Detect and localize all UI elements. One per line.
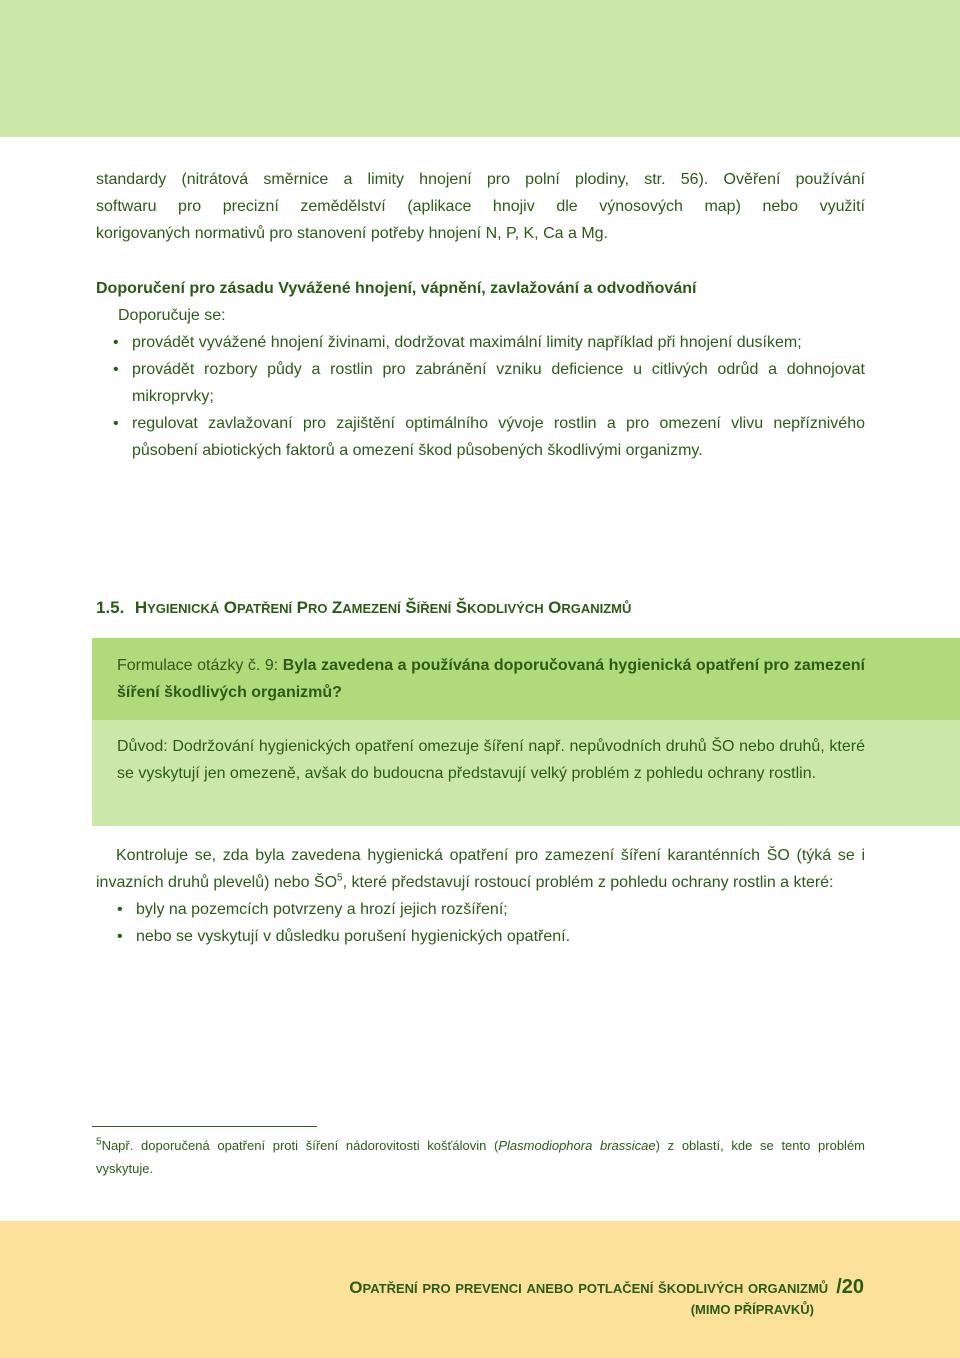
top-decorative-band [0, 0, 960, 137]
footnote-italic: Plasmodiophora brassicae [498, 1138, 656, 1153]
footer-subtitle-text: MIMO PŘÍPRAVKŮ [695, 1302, 810, 1317]
recommendation-block [96, 275, 865, 464]
footnote-mark: 5 [96, 1136, 102, 1148]
question-box [92, 638, 960, 720]
title-word: ORGANIZMŮ [548, 598, 632, 617]
recommendation-heading: Doporučení pro zásadu Vyvážené hnojení, vápnění, zavlažování a odvodňování [96, 280, 697, 297]
title-word: HYGIENICKÁ [134, 598, 220, 617]
section-number: 1.5. [96, 598, 125, 617]
title-word: PREVENCI [455, 1281, 522, 1296]
section-title-text [135, 600, 632, 617]
title-word: ANEBO [526, 1281, 574, 1296]
title-word: POTLAČENÍ [578, 1281, 654, 1296]
question-prefix: Formulace otázky č. 9: [117, 657, 283, 674]
intro-line-1: standardy (nitrátová směrnice a limity hnojení pro polní plodiny, str. 56). Ověření používání [96, 171, 865, 188]
title-word: ŠKODLIVÝCH [658, 1281, 744, 1296]
bullet-icon: • [113, 334, 119, 351]
footnote-ref: 5 [337, 872, 343, 884]
page-number: /20 [836, 1276, 864, 1298]
recommendation-list [96, 329, 865, 464]
title-word: PRO [296, 598, 328, 617]
footnote-divider [92, 1126, 317, 1127]
footer-title-text [349, 1278, 828, 1297]
title-word: ŠKODLIVÝCH [455, 598, 544, 617]
list-item: • provádět rozbory půdy a rostlin pro zabránění vzniku deficience u citlivých odrůd a dohnojovat mikroprvky; [96, 356, 865, 410]
recommendation-lead: Doporučuje se: [118, 307, 226, 324]
bullet-icon: • [113, 415, 119, 432]
intro-line-2: softwaru pro precizní zemědělství (aplikace hnojiv dle výnosových map) nebo využití [96, 198, 865, 215]
title-word: OPATŘENÍ [349, 1278, 418, 1297]
reason-text: Důvod: Dodržování hygienických opatření omezuje šíření např. nepůvodních druhů ŠO nebo druhů, které se vyskytují jen omezeně, avšak do budoucna představují velký problém z pohledu ochrany rostlin. [117, 738, 865, 782]
title-word: ZAMEZENÍ [331, 598, 401, 617]
intro-line-3: korigovaných normativů pro stanovení potřeby hnojení N, P, K, Ca a Mg. [96, 225, 608, 242]
section-title [96, 598, 865, 618]
control-list [100, 896, 865, 950]
question-text [117, 652, 865, 706]
title-word: PRO [422, 1281, 451, 1296]
title-word: OPATŘENÍ [223, 598, 293, 617]
list-item: • nebo se vyskytují v důsledku porušení hygienických opatření. [100, 923, 865, 950]
footnote: $^5$Např. doporučená opatření proti šíření nádorovitosti košťálovin (Plasmodiophora brassicae) z oblastí, kde se tento problém vyskytuje. [96, 1136, 866, 1176]
footer-subtitle: (MIMO PŘÍPRAVKŮ) [690, 1302, 814, 1317]
title-word: ŠÍŘENÍ [405, 598, 452, 617]
question-bold: Byla zavedena a používána doporučovaná hygienická opatření pro zamezení šíření škodlivých organizmů? [117, 657, 866, 701]
intro-paragraph [96, 166, 865, 247]
section-heading [96, 598, 865, 618]
list-item: • byly na pozemcích potvrzeny a hrozí jejich rozšíření; [100, 896, 865, 923]
footer-title [349, 1276, 864, 1299]
title-word: ORGANIZMŮ [748, 1281, 829, 1296]
bullet-icon: • [117, 928, 123, 945]
reason-box [92, 720, 960, 826]
bullet-icon: • [113, 361, 119, 378]
bullet-icon: • [117, 901, 123, 918]
control-paragraph: Kontroluje se, zda byla zavedena hygienická opatření pro zamezení šíření karanténních ŠO (týká se i invazních druhů plevelů) nebo $ŠO^5$, které představují rostoucí problém z pohledu ochrany rostlin a které: [96, 847, 865, 891]
list-item: • provádět vyvážené hnojení živinami, dodržovat maximální limity například při hnojení dusíkem; [96, 329, 865, 356]
control-block [96, 842, 865, 950]
list-item: • regulovat zavlažovaní pro zajištění optimálního vývoje rostlin a pro omezení vlivu nepříznivého působení abiotických faktorů a omezení škod působených škodlivými organizmy. [96, 410, 865, 464]
